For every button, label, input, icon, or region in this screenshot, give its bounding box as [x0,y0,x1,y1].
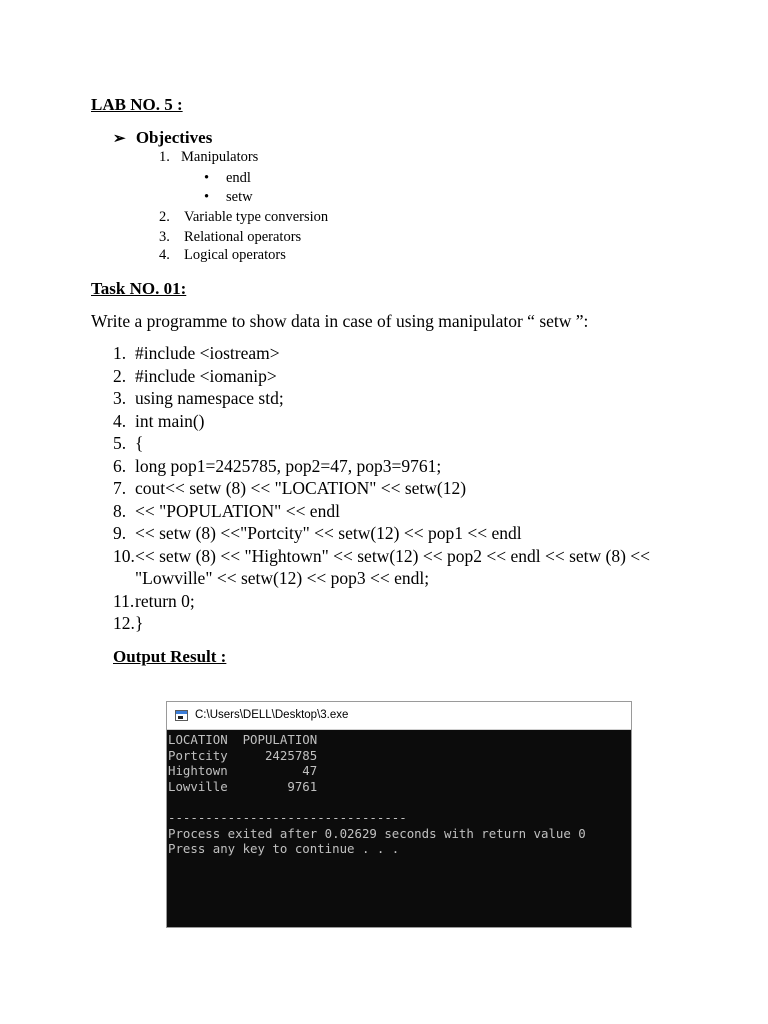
arrow-bullet-icon: ➢ [113,131,126,147]
code-line: 1. #include <iostream> [113,343,280,363]
code-line: 6. long pop1=2425785, pop2=47, pop3=9761; [113,456,442,476]
bullet-icon: • [204,170,210,186]
console-line: Lowville 9761 [168,778,318,794]
console-line: Press any key to continue . . . [168,841,400,857]
console-app-icon [175,710,188,721]
code-line: 4. int main() [113,411,205,431]
console-titlebar [167,702,631,730]
console-line: Portcity 2425785 [168,747,318,763]
console-window [166,701,632,928]
task-title: Task NO. 01: [91,279,187,298]
console-output [167,730,631,927]
code-line: 3. using namespace std; [113,388,284,408]
console-line: Hightown 47 [168,763,318,779]
code-line: "Lowville" << setw(12) << pop3 << endl; [135,568,430,588]
console-line: Process exited after 0.02629 seconds with return value 0 [168,825,586,841]
objective-item: 1. Manipulators [159,149,259,165]
bullet-icon: • [204,189,210,205]
code-line: 9. << setw (8) <<"Portcity" << setw(12) << pop1 << endl [113,523,522,543]
objectives-title: Objectives [135,128,213,147]
code-line: 7. cout<< setw (8) << "LOCATION" << setw(12) [113,478,467,498]
code-line: 2. #include <iomanip> [113,366,277,386]
code-line: 5. { [113,433,144,453]
code-line: 8. << "POPULATION" << endl [113,501,340,521]
console-title: C:\Users\DELL\Desktop\3.exe [195,709,349,721]
task-description: Write a programme to show data in case of using manipulator “ setw ”: [91,311,589,331]
output-heading: Output Result : [113,647,227,666]
code-line: 12.} [113,613,144,633]
objective-item: 3. Relational operators [159,229,302,245]
lab-title: LAB NO. 5 : [91,95,183,114]
code-line: 10.<< setw (8) << "Hightown" << setw(12) << pop2 << endl << setw (8) << [113,546,651,566]
console-line [168,794,631,810]
objective-item: 2. Variable type conversion [159,209,329,225]
console-line: LOCATION POPULATION [168,732,318,747]
code-line: 11.return 0; [113,591,195,611]
console-line: -------------------------------- [168,809,407,825]
objective-subitem: • endl [204,170,251,186]
objectives-heading [113,128,212,148]
objective-item: 4. Logical operators [159,247,286,263]
objective-subitem: • setw [204,189,253,205]
